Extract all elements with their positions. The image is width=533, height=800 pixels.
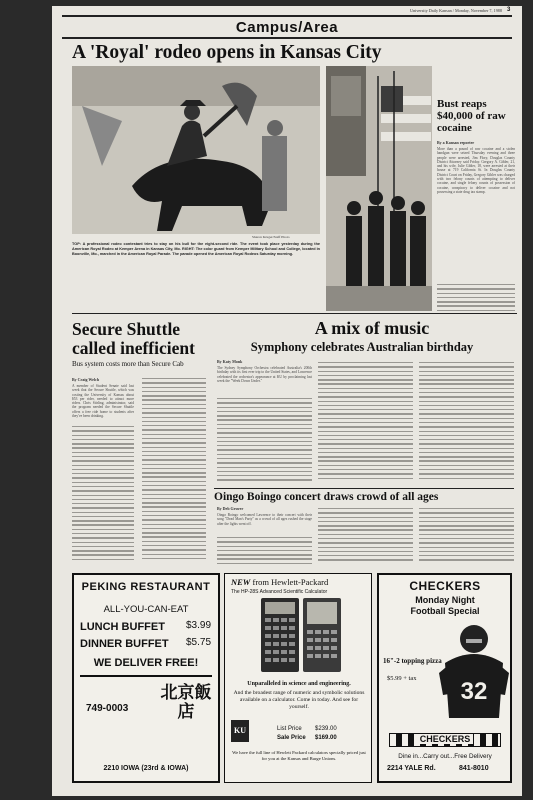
- peking-phone[interactable]: 749-0003: [86, 703, 129, 714]
- symphony-column-2: [318, 362, 413, 486]
- cocaine-body: More than a pound of raw cocaine and a stolen handgun were seized Thursday evening and three people were arrested, Jim Flory, Douglas County District Attorney said Friday. Gregory A. Gibler, 21, and his wife, Julie Gibler, 18, were arrested at their house at 719 California St. In Douglas County District Court on Friday, Gregory Gibler was charged with two felony counts of attempting to deliver cocaine, and single felony counts of possession of cocaine, conspiracy to deliver cocaine and not possessing a state drug tax stamp.: [437, 147, 515, 194]
- checkers-phone[interactable]: 841-8010: [459, 765, 489, 772]
- hp-headline-rest: from Hewlett-Packard: [252, 577, 329, 587]
- peking-restaurant-ad[interactable]: [72, 573, 220, 783]
- rodeo-bull-photo: [72, 66, 320, 234]
- section-title: Campus/Area: [235, 19, 339, 36]
- checkers-ad[interactable]: [377, 573, 512, 783]
- symphony-column-1: [217, 398, 312, 486]
- bull-rider-illustration: [72, 66, 320, 234]
- rodeo-caption: TOP: A professional rodeo contestant tries to stay on his bull for the eight-second ride. The event took place yesterday during the American Royal Rodeo at Kemper Arena in Kansas City, Mo. RIGHT: The color guard from Kemper Military School and College, located in Boonville, Mo., marched in the American Royal Parade. The parade opened the American Royal Rodeos Saturday morning.: [72, 242, 320, 256]
- rodeo-headline: A 'Royal' rodeo opens in Kansas City: [72, 42, 382, 63]
- oingo-rule: [214, 488, 514, 489]
- peking-delivery: WE DELIVER FREE!: [93, 657, 199, 669]
- checkers-sign: [389, 733, 501, 747]
- hp-headline: [231, 577, 371, 587]
- oingo-column-2: [318, 508, 413, 566]
- cocaine-byline: By a Kansan reporter: [437, 140, 475, 145]
- hp-sale-price-label: Sale Price: [277, 735, 306, 741]
- hp-list-price: $239.00: [315, 726, 337, 732]
- peking-divider: [80, 675, 212, 677]
- shuttle-byline: By Craig Welch: [72, 377, 100, 382]
- peking-chinese-name: 北京飯店: [160, 683, 212, 721]
- rodeo-photo-credit: Sharon Kruger/Staff Photo: [252, 235, 290, 239]
- football-player-image: [439, 623, 509, 723]
- cocaine-headline: Bust reaps $40,000 of raw cocaine: [437, 98, 506, 134]
- color-guard-illustration: [326, 66, 432, 311]
- symphony-kicker: A mix of music: [314, 318, 430, 338]
- oingo-byline: By Deb Gruver: [217, 506, 244, 511]
- newspaper-page: [52, 6, 522, 796]
- checkers-line2: Football Special: [410, 606, 480, 616]
- hp-tagline: Unparalleled in science and engineering.: [247, 681, 351, 687]
- masthead-rule: [62, 15, 512, 17]
- oingo-headline: Oingo Boingo concert draws crowd of all ages: [214, 491, 439, 503]
- shuttle-headline: Secure Shuttle called inefficient: [72, 319, 195, 358]
- hewlett-packard-ad[interactable]: [224, 573, 372, 783]
- checkers-line1: Monday Night: [415, 595, 475, 605]
- color-guard-photo: [326, 66, 432, 311]
- hp-sale-price: $169.00: [315, 735, 337, 741]
- dinner-buffet-label: DINNER BUFFET: [80, 638, 169, 650]
- checkers-sign-text: CHECKERS: [417, 734, 474, 744]
- symphony-column-3: [419, 362, 514, 486]
- dinner-buffet-price: $5.75: [186, 637, 212, 648]
- hp-calculator-image: [257, 596, 347, 678]
- oingo-body: Oingo Boingo welcomed Lawrence to their concert with their song "Dead Man's Party" as a crowd of all ages rushed the stage after the lights went off.: [217, 513, 312, 526]
- checkers-price: $5.99 + tax: [387, 675, 417, 682]
- checkers-dine: Dine in...Carry out...Free Delivery: [398, 753, 492, 760]
- hp-footer: We have the full line of Hewlett Packard calculators specially priced just for you at the Kansas and Burge Unions.: [232, 750, 366, 761]
- checkers-offer: 16"-2 topping pizza: [383, 657, 442, 665]
- page-number: 3: [507, 7, 511, 13]
- oingo-column-3: [419, 508, 514, 566]
- section-rule: [62, 37, 512, 39]
- hp-headline-new: NEW: [231, 577, 251, 587]
- shuttle-column-1: [72, 426, 134, 566]
- oingo-column-1: [217, 537, 312, 567]
- symphony-byline: By Katy Monk: [217, 359, 243, 364]
- hp-body: And the broadest range of numeric and symbolic solutions available on a calculator. Come in today. And see for yourself.: [233, 690, 365, 710]
- jersey-number: 32: [460, 678, 488, 705]
- shuttle-deck: Bus system costs more than Secure Cab: [72, 360, 184, 368]
- shuttle-column-2: [142, 378, 206, 566]
- symphony-body: The Sydney Symphony Orchestra celebrated Australia's 200th birthday with its first ever trip to the United States, and Lawrence celebrated the orchestra's appearance at KU by proclaiming last week the "Week Down Under.": [217, 366, 312, 383]
- peking-name: PEKING RESTAURANT: [81, 581, 211, 593]
- ku-logo: KU: [231, 720, 249, 742]
- hp-subhead: The HP-28S Advanced Scientific Calculator: [231, 589, 328, 595]
- peking-address: 2210 IOWA (23rd & IOWA): [103, 765, 189, 772]
- checkers-name: CHECKERS: [409, 579, 481, 593]
- symphony-headline: Symphony celebrates Australian birthday: [250, 340, 474, 354]
- checkers-address: 2214 YALE Rd.: [387, 765, 436, 772]
- cocaine-body-continued: [437, 284, 515, 314]
- hp-list-price-label: List Price: [277, 726, 302, 732]
- peking-promo: ALL-YOU-CAN-EAT: [103, 604, 189, 615]
- lunch-buffet-label: LUNCH BUFFET: [80, 621, 165, 633]
- page-dateline: University Daily Kansan / Monday, November 7, 1988: [410, 8, 502, 13]
- lunch-buffet-price: $3.99: [186, 620, 212, 631]
- shuttle-body: A member of Student Senate said last week that the Secure Shuttle, which was costing the University of Kansas about $53 per rider, needed to attract more riders. Chris Stirling, administrator, said the program needed the Secure Shuttle offers a free ride home to students after they've been drinking.: [72, 384, 134, 419]
- mid-rule: [72, 313, 517, 314]
